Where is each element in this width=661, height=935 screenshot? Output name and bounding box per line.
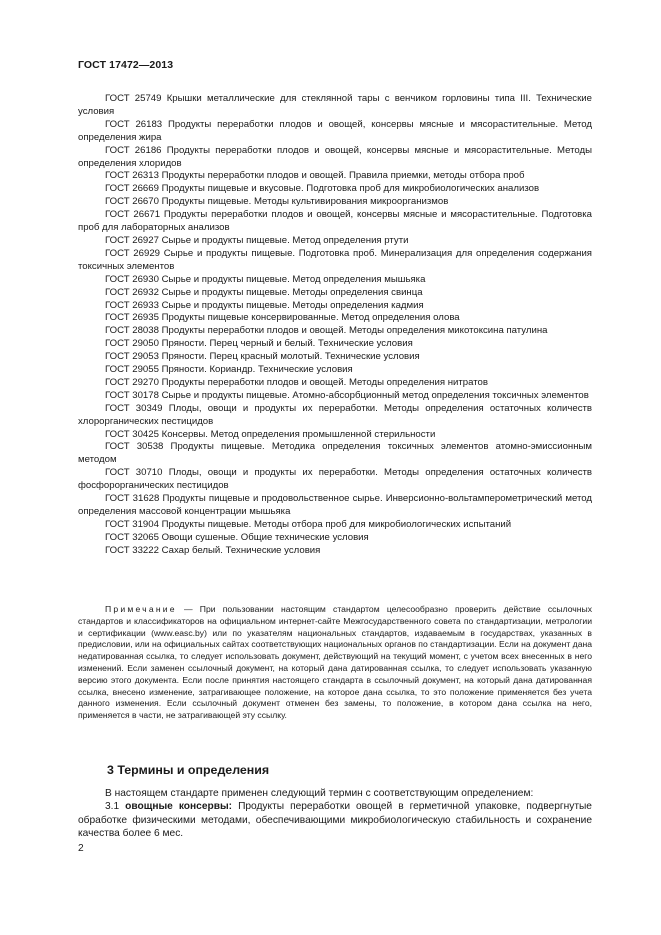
reference-item	[78, 93, 592, 119]
reference-code: ГОСТ 31904	[105, 518, 159, 530]
note-label: Примечание	[105, 604, 177, 614]
reference-code: ГОСТ 26927	[105, 234, 159, 246]
document-header: ГОСТ 17472—2013	[78, 59, 174, 71]
reference-item	[78, 351, 592, 364]
reference-item	[78, 119, 592, 145]
reference-item	[78, 274, 592, 287]
reference-code: ГОСТ 30425	[105, 428, 159, 440]
reference-title: Плоды, овощи и продукты их переработки. Методы определения остаточных количеств хлорорганических пестицидов	[78, 402, 593, 427]
reference-item	[78, 183, 592, 196]
reference-code: ГОСТ 26933	[105, 299, 159, 311]
definition-number: 3.1	[105, 801, 120, 813]
reference-code: ГОСТ 26670	[105, 196, 159, 208]
reference-title: Продукты пищевые. Методы отбора проб для микробиологических испытаний	[161, 518, 512, 530]
reference-item	[78, 519, 592, 532]
normative-references-list	[78, 93, 592, 558]
reference-code: ГОСТ 26932	[105, 286, 159, 298]
reference-title: Крышки металлические для стеклянной тары с венчиком горловины типа III. Технические условия	[78, 93, 592, 117]
reference-item	[78, 467, 592, 493]
reference-title: Сырье и продукты пищевые. Методы определения кадмия	[161, 299, 424, 311]
reference-item	[78, 377, 592, 390]
reference-item	[78, 545, 592, 558]
reference-code: ГОСТ 30178	[105, 389, 159, 401]
reference-title: Сырье и продукты пищевые. Метод определения ртути	[161, 234, 409, 246]
reference-code: ГОСТ 33222	[105, 544, 159, 556]
reference-item	[78, 338, 592, 351]
reference-item	[78, 209, 592, 235]
reference-title: Продукты переработки плодов и овощей. Методы определения нитратов	[161, 376, 488, 388]
reference-item	[78, 235, 592, 248]
reference-title: Продукты переработки плодов и овощей. Методы определения микотоксина патулина	[161, 325, 548, 337]
reference-title: Продукты пищевые и продовольственное сырье. Инверсионно-вольтамперометрический метод определения массовой концентрации мышьяка	[78, 493, 593, 517]
reference-title: Продукты пищевые и вкусовые. Подготовка проб для микробиологических анализов	[161, 183, 540, 195]
reference-item	[78, 248, 592, 274]
definition-term: овощные консервы:	[125, 801, 233, 813]
reference-item	[78, 312, 592, 325]
reference-code: ГОСТ 29053	[105, 351, 159, 363]
reference-code: ГОСТ 30349	[105, 402, 163, 414]
reference-code: ГОСТ 31628	[105, 493, 160, 505]
section-body	[78, 787, 592, 841]
reference-code: ГОСТ 25749	[105, 93, 162, 104]
reference-title: Сырье и продукты пищевые. Метод определения мышьяка	[161, 273, 426, 285]
reference-code: ГОСТ 29055	[105, 364, 159, 376]
reference-code: ГОСТ 30538	[105, 441, 164, 453]
reference-item	[78, 532, 592, 545]
reference-code: ГОСТ 32065	[105, 531, 159, 543]
reference-code: ГОСТ 26669	[105, 183, 159, 195]
reference-title: Плоды, овощи и продукты их переработки. Методы определения остаточных количеств фосфорорганических пестицидов	[78, 467, 593, 492]
reference-title: Сахар белый. Технические условия	[161, 544, 321, 556]
reference-item	[78, 403, 592, 429]
section-title: 3 Термины и определения	[107, 763, 270, 777]
reference-item	[78, 429, 592, 442]
reference-title: Пряности. Кориандр. Технические условия	[161, 364, 353, 376]
reference-title: Продукты пищевые. Методы культивирования микроорганизмов	[161, 196, 449, 208]
reference-item	[78, 390, 592, 403]
reference-title: Продукты пищевые. Методика определения токсичных элементов атомно-эмиссионным методом	[78, 441, 592, 466]
reference-item	[78, 493, 592, 519]
definition-paragraph	[78, 800, 592, 840]
note-paragraph	[78, 604, 592, 722]
reference-title: Сырье и продукты пищевые. Методы определения свинца	[161, 286, 423, 298]
definition-text: Продукты переработки овощей в герметичной упаковке, подвергнутые обработке физическими методами, обеспечивающими микробиологическую стабильность и сохранение качества более 6 мес.	[78, 801, 592, 840]
reference-title: Продукты пищевые консервированные. Метод определения олова	[161, 312, 460, 324]
reference-item	[78, 145, 592, 171]
reference-item	[78, 196, 592, 209]
reference-item	[78, 170, 592, 183]
reference-title: Пряности. Перец красный молотый. Технические условия	[161, 351, 420, 363]
reference-title: Консервы. Метод определения промышленной стерильности	[161, 428, 436, 440]
reference-code: ГОСТ 26929	[105, 247, 160, 259]
reference-code: ГОСТ 26313	[105, 170, 159, 182]
reference-code: ГОСТ 26183	[105, 118, 163, 130]
reference-code: ГОСТ 28038	[105, 325, 159, 337]
reference-item	[78, 300, 592, 313]
reference-item	[78, 287, 592, 300]
reference-code: ГОСТ 26930	[105, 273, 159, 285]
note-text: — При пользовании настоящим стандартом целесообразно проверить действие ссылочных стандартов и классификаторов на официальном интернет-сайте Межгосударственного совета по стандартизации, метрологии и сертификации (www.easc.by) или по указателям национальных стандартов, издаваемым в государствах, указанных в предисловии, или на официальных сайтах соответствующих национальных органов по стандартизации. Если на документ дана недатированная ссылка, то следует использовать документ, действующий на текущий момент, с учетом всех внесенных в него изменений. Если заменен ссылочный документ, на который дана датированная ссылка, то следует использовать указанную версию этого документа. Если после принятия настоящего стандарта в ссылочный документ, на который дана датированная ссылка, внесено изменение, затрагивающее положение, на которое дана ссылка, то это положение применяется без учета данного изменения. Если ссылочный документ отменен без замены, то положение, в котором дана ссылка на него, применяется в части, не затрагивающей эту ссылку.	[78, 604, 592, 721]
reference-code: ГОСТ 30710	[105, 467, 163, 479]
reference-code: ГОСТ 29050	[105, 338, 159, 350]
reference-title: Овощи сушеные. Общие технические условия	[161, 531, 369, 543]
reference-code: ГОСТ 26935	[105, 312, 159, 324]
reference-item	[78, 441, 592, 467]
reference-title: Сырье и продукты пищевые. Подготовка проб. Минерализация для определения содержания токсичных элементов	[78, 247, 593, 272]
reference-title: Продукты переработки плодов и овощей. Правила приемки, методы отбора проб	[161, 170, 525, 182]
reference-code: ГОСТ 29270	[105, 376, 159, 388]
section-intro: В настоящем стандарте применен следующий термин с соответствующим определением:	[105, 788, 534, 799]
reference-title: Сырье и продукты пищевые. Атомно-абсорбционный метод определения токсичных элементов	[161, 389, 589, 401]
reference-code: ГОСТ 26186	[105, 144, 162, 156]
reference-code: ГОСТ 26671	[105, 209, 161, 221]
reference-title: Продукты переработки плодов и овощей, консервы мясные и мясорастительные. Метод определения жира	[78, 118, 593, 143]
reference-title: Продукты переработки плодов и овощей, консервы мясные и мясорастительные. Подготовка проб для лабораторных анализов	[78, 209, 593, 234]
reference-item	[78, 325, 592, 338]
page-number: 2	[78, 843, 84, 854]
reference-item	[78, 364, 592, 377]
reference-title: Пряности. Перец черный и белый. Технические условия	[161, 338, 413, 350]
reference-title: Продукты переработки плодов и овощей, консервы мясные и мясорастительные. Методы определения хлоридов	[78, 144, 592, 169]
